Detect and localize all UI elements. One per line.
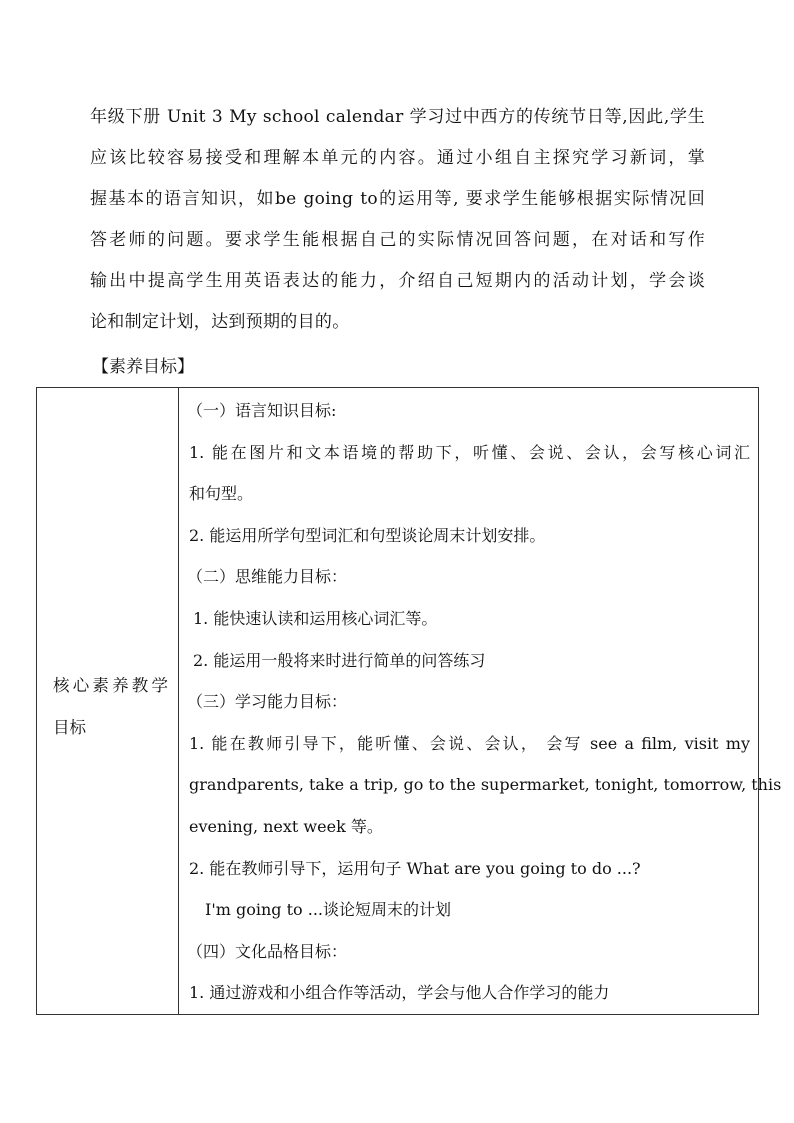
intro-line: 答老师的问题。要求学生能根据自己的实际情况回答问题，在对话和写作 (90, 230, 705, 250)
goals-table (36, 387, 782, 1015)
goal-item: evening, next week 等。 (189, 816, 383, 836)
content-cell (179, 388, 782, 1015)
intro-line: 输出中提高学生用英语表达的能力，介绍自己短期内的活动计划，学会谈 (90, 271, 705, 291)
goal-item: 和句型。 (189, 484, 254, 504)
goal-item: 1. 能在教师引导下，能听懂、会说、会认， 会写 see a film, visit my (189, 733, 750, 753)
goal-item: 1. 能快速认读和运用核心词汇等。 (193, 608, 438, 628)
intro-line: 握基本的语言知识，如be going to的运用等, 要求学生能够根据实际情况回 (90, 189, 705, 209)
goal-heading: （四）文化品格目标： (187, 941, 348, 961)
goal-heading: （一）语言知识目标: (187, 401, 337, 420)
intro-line: 应该比较容易接受和理解本单元的内容。通过小组自主探究学习新词，掌 (90, 148, 705, 168)
goal-heading: （三）学习能力目标： (187, 692, 348, 712)
goal-item: 1. 能在图片和文本语境的帮助下，听懂、会说、会认，会写核心词汇 (189, 442, 750, 462)
section-heading: 【素养目标】 (92, 357, 194, 377)
goal-heading: （二）思维能力目标： (187, 567, 348, 587)
table-row (37, 388, 759, 1015)
intro-line: 年级下册 Unit 3 My school calendar 学习过中西方的传统节日等,因此,学生 (90, 107, 705, 127)
goal-item: 2. 能在教师引导下，运用句子 What are you going to do ...? (189, 858, 641, 878)
row-label: 核心素养教学目标 (53, 675, 168, 737)
goals-content (179, 388, 782, 1014)
goal-item: 1. 通过游戏和小组合作等活动，学会与他人合作学习的能力 (189, 983, 610, 1003)
goal-item: 2. 能运用所学句型词汇和句型谈论周末计划安排。 (189, 525, 546, 545)
intro-line: 论和制定计划，达到预期的目的。 (90, 312, 350, 332)
goal-item: grandparents, take a trip, go to the supermarket, tonight, tomorrow, this (189, 775, 782, 795)
goal-item: I'm going to ...谈论短周末的计划 (205, 900, 452, 920)
label-cell (37, 388, 179, 1015)
goal-item: 2. 能运用一般将来时进行简单的问答练习 (193, 650, 486, 670)
intro-paragraph (90, 97, 705, 343)
